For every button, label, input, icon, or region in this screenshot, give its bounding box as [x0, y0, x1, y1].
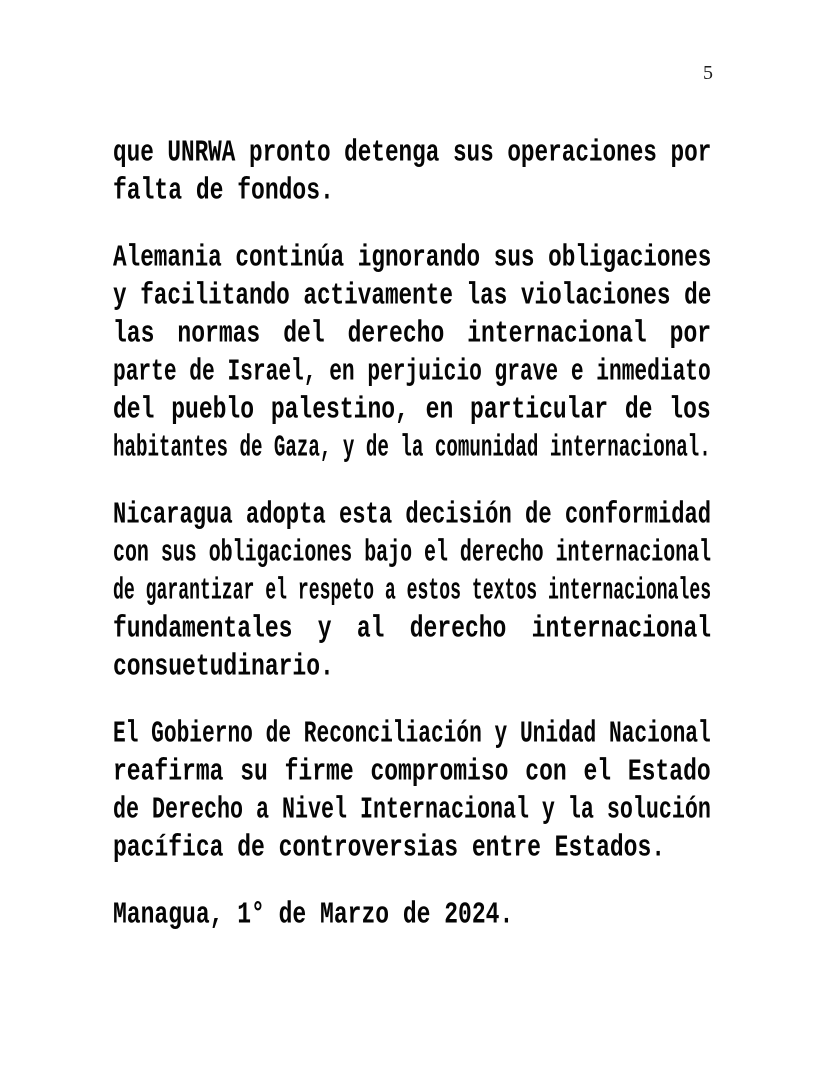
text-line: habitantes de Gaza, y de la comunidad internacional. [113, 430, 711, 465]
document-body [113, 136, 711, 965]
paragraph [113, 717, 711, 869]
text-line: falta de fondos. [113, 173, 334, 208]
text-line: Nicaragua adopta esta decisión de conformidad [113, 497, 712, 532]
text-line: de garantizar el respeto a estos textos internacionales [113, 573, 712, 608]
text-line: reafirma su firme compromiso con el Estado [113, 754, 711, 789]
text-line: parte de Israel, en perjuicio grave e inmediato [113, 354, 711, 389]
text-line: de Derecho a Nivel Internacional y la solución [113, 792, 711, 827]
text-line: que UNRWA pronto detenga sus operaciones por [113, 135, 712, 170]
text-line: del pueblo palestino, en particular de los [113, 392, 711, 427]
text-line: fundamentales y al derecho internacional [113, 611, 712, 646]
text-line: las normas del derecho internacional por [113, 316, 712, 351]
page-number: 5 [703, 62, 713, 84]
paragraph [113, 136, 711, 212]
text-line: consuetudinario. [113, 649, 334, 684]
text-line: con sus obligaciones bajo el derecho internacional [113, 535, 712, 570]
paragraph [113, 498, 711, 688]
paragraph [113, 241, 711, 469]
paragraph [113, 898, 711, 936]
text-line: Managua, 1° de Marzo de 2024. [113, 897, 514, 932]
text-line: El Gobierno de Reconciliación y Unidad Nacional [113, 716, 711, 751]
text-line: Alemania continúa ignorando sus obligaciones [113, 240, 712, 275]
text-line: y facilitando activamente las violaciones de [113, 278, 712, 313]
text-line: pacífica de controversias entre Estados. [113, 830, 666, 865]
